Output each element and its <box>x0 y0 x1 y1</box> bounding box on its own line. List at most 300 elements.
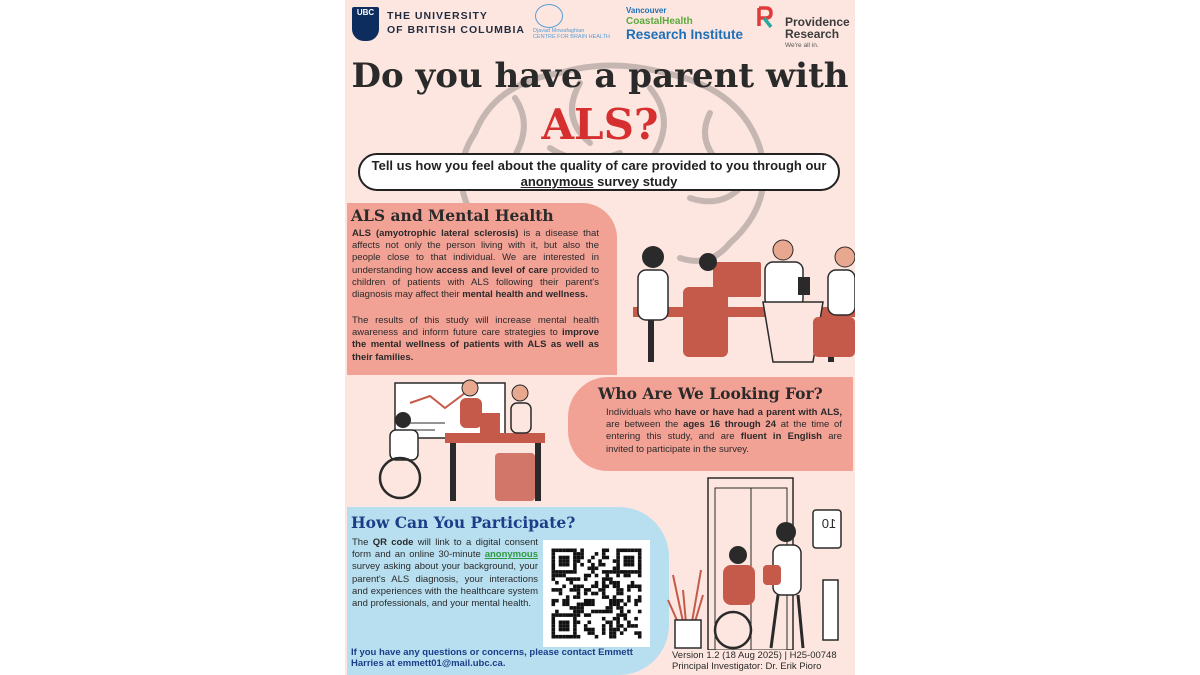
team-meeting-illustration <box>613 232 855 364</box>
qr-module <box>598 563 602 567</box>
qr-module <box>559 563 563 567</box>
qr-module <box>577 606 581 610</box>
qr-module <box>559 574 563 578</box>
text-run: provided to children of patients with ALS following their parent's diagnosis may affect their <box>352 264 599 301</box>
qr-module <box>616 563 620 567</box>
qr-module <box>616 621 620 625</box>
qr-module <box>584 624 588 628</box>
qr-module <box>616 559 620 563</box>
qr-module <box>602 556 606 560</box>
qr-module <box>562 613 566 617</box>
qr-module <box>627 563 631 567</box>
qr-module <box>555 635 559 639</box>
qr-module <box>591 628 595 632</box>
survey-qr-code[interactable] <box>543 540 650 647</box>
qr-module <box>624 570 628 574</box>
qr-module <box>616 624 620 628</box>
poster <box>345 0 855 675</box>
als-mental-health-section <box>347 203 617 375</box>
qr-module <box>573 549 577 553</box>
qr-module <box>595 552 599 556</box>
text-run: improve the mental wellness of patients with ALS as well as their families. <box>352 327 599 363</box>
qr-module <box>573 631 577 635</box>
qr-module <box>602 549 606 553</box>
qr-module <box>624 603 628 607</box>
als-paragraph-2 <box>352 315 599 364</box>
ubc-line-1: THE UNIVERSITY <box>387 10 488 22</box>
qr-module <box>552 574 556 578</box>
qr-module <box>559 621 563 625</box>
qr-module <box>602 610 606 614</box>
qr-module <box>624 617 628 621</box>
qr-module <box>584 628 588 632</box>
qr-module <box>613 631 617 635</box>
qr-module <box>566 577 570 581</box>
qr-module <box>616 549 620 553</box>
qr-module <box>602 628 606 632</box>
qr-module <box>552 613 556 617</box>
qr-module <box>562 556 566 560</box>
qr-module <box>631 570 635 574</box>
qr-module <box>559 635 563 639</box>
qr-module <box>595 585 599 589</box>
qr-module <box>555 613 559 617</box>
qr-module <box>588 628 592 632</box>
qr-module <box>584 599 588 603</box>
qr-module <box>634 585 638 589</box>
qr-module <box>609 606 613 610</box>
qr-module <box>559 556 563 560</box>
qr-module <box>588 631 592 635</box>
qr-module <box>577 559 581 563</box>
qr-module <box>620 613 624 617</box>
qr-module <box>609 577 613 581</box>
qr-module <box>624 574 628 578</box>
qr-module <box>573 613 577 617</box>
qr-module <box>606 549 610 553</box>
qr-module <box>552 556 556 560</box>
qr-module <box>606 556 610 560</box>
text-run: is a disease that affects not only the person living with it, but also the people close to that individual. We are interested in understanding how <box>352 228 599 276</box>
qr-module <box>559 628 563 632</box>
text-run: QR code <box>372 537 414 548</box>
qr-module <box>552 549 556 553</box>
qr-module <box>566 621 570 625</box>
qr-module <box>591 585 595 589</box>
qr-module <box>613 570 617 574</box>
qr-module <box>609 631 613 635</box>
qr-module <box>638 599 642 603</box>
qr-module <box>613 628 617 632</box>
qr-module <box>616 556 620 560</box>
qr-module <box>627 588 631 592</box>
qr-module <box>624 559 628 563</box>
qr-module <box>584 577 588 581</box>
qr-module <box>566 595 570 599</box>
qr-module <box>559 588 563 592</box>
qr-module <box>606 577 610 581</box>
qr-module <box>573 621 577 625</box>
qr-module <box>602 624 606 628</box>
qr-module <box>602 585 606 589</box>
qr-module <box>616 581 620 585</box>
qr-module <box>613 585 617 589</box>
qr-module <box>566 563 570 567</box>
qr-module <box>591 603 595 607</box>
qr-module <box>638 552 642 556</box>
qr-module <box>562 599 566 603</box>
qr-module <box>570 577 574 581</box>
qr-module <box>631 556 635 560</box>
qr-module <box>638 574 642 578</box>
qr-module <box>627 559 631 563</box>
qr-module <box>631 563 635 567</box>
qr-module <box>562 635 566 639</box>
qr-module <box>591 631 595 635</box>
qr-module <box>591 599 595 603</box>
text-run: Individuals who <box>606 407 675 418</box>
qr-module <box>555 570 559 574</box>
qr-module <box>552 567 556 571</box>
qr-module <box>609 603 613 607</box>
qr-module <box>638 631 642 635</box>
qr-module <box>559 549 563 553</box>
qr-module <box>555 588 559 592</box>
qr-module <box>562 574 566 578</box>
qr-module <box>620 592 624 596</box>
qr-module <box>562 563 566 567</box>
who-paragraph <box>606 407 842 456</box>
qr-module <box>577 603 581 607</box>
qr-module <box>634 603 638 607</box>
qr-module <box>602 592 606 596</box>
qr-module <box>552 635 556 639</box>
qr-module <box>591 567 595 571</box>
qr-module <box>634 599 638 603</box>
brain-health-icon <box>535 4 563 28</box>
qr-module <box>552 570 556 574</box>
providence-line-1: Providence <box>785 15 850 29</box>
qr-module <box>638 595 642 599</box>
qr-module <box>613 559 617 563</box>
qr-module <box>602 570 606 574</box>
qr-module <box>555 610 559 614</box>
qr-module <box>631 624 635 628</box>
qr-module <box>606 585 610 589</box>
qr-module <box>591 570 595 574</box>
qr-module <box>620 606 624 610</box>
qr-module <box>634 631 638 635</box>
qr-module <box>616 606 620 610</box>
djavad-line-2: CENTRE FOR BRAIN HEALTH <box>533 34 610 40</box>
qr-module <box>552 624 556 628</box>
version-line: Version 1.2 (18 Aug 2025) | H25-00748 <box>672 650 837 661</box>
qr-module <box>552 563 556 567</box>
qr-module <box>580 585 584 589</box>
qr-module <box>559 613 563 617</box>
qr-module <box>631 549 635 553</box>
pi-line: Principal Investigator: Dr. Erik Pioro <box>672 660 822 672</box>
text-run: anonymous <box>484 549 538 561</box>
text-run: have or have had a parent with ALS, <box>674 407 842 418</box>
qr-module <box>638 588 642 592</box>
qr-module <box>559 624 563 628</box>
qr-module <box>616 567 620 571</box>
qr-module <box>562 621 566 625</box>
qr-module <box>573 617 577 621</box>
qr-module <box>602 588 606 592</box>
qr-module <box>595 574 599 578</box>
qr-module <box>570 570 574 574</box>
qr-module <box>573 606 577 610</box>
qr-module <box>588 599 592 603</box>
qr-module <box>595 635 599 639</box>
qr-module <box>562 570 566 574</box>
text-run: access and level of care <box>436 264 548 276</box>
qr-module <box>566 559 570 563</box>
pill-anonymous: anonymous <box>520 174 594 189</box>
qr-module <box>606 621 610 625</box>
qr-module <box>588 567 592 571</box>
qr-module <box>638 570 642 574</box>
qr-module <box>588 588 592 592</box>
text-run: at the time of entering this study, and are <box>606 419 842 443</box>
qr-module <box>602 552 606 556</box>
qr-module <box>627 570 631 574</box>
qr-module <box>573 624 577 628</box>
qr-module <box>562 624 566 628</box>
qr-module <box>606 574 610 578</box>
providence-logo-icon <box>757 6 773 28</box>
qr-module <box>616 552 620 556</box>
qr-module <box>624 556 628 560</box>
qr-module <box>616 592 620 596</box>
qr-module <box>613 635 617 639</box>
qr-module <box>638 585 642 589</box>
ubc-crest-logo: UBC <box>352 7 379 41</box>
text-run: ALS (amyotrophic lateral sclerosis) <box>352 228 519 239</box>
qr-module <box>573 552 577 556</box>
qr-module <box>573 588 577 592</box>
providence-tagline: We're all in. <box>785 42 819 49</box>
qr-module <box>613 595 617 599</box>
qr-module <box>555 599 559 603</box>
vch-line-3: Research Institute <box>626 27 744 42</box>
qr-module <box>602 595 606 599</box>
qr-module <box>631 559 635 563</box>
qr-module <box>562 585 566 589</box>
qr-module <box>627 549 631 553</box>
qr-module <box>566 556 570 560</box>
qr-module <box>552 628 556 632</box>
qr-module <box>566 570 570 574</box>
qr-module <box>613 603 617 607</box>
qr-module <box>627 610 631 614</box>
qr-module <box>613 567 617 571</box>
qr-module <box>616 613 620 617</box>
qr-module <box>577 610 581 614</box>
qr-module <box>588 603 592 607</box>
qr-module <box>627 624 631 628</box>
qr-module <box>573 635 577 639</box>
qr-module <box>573 577 577 581</box>
qr-module <box>573 595 577 599</box>
qr-module <box>591 556 595 560</box>
qr-module <box>552 599 556 603</box>
qr-module <box>566 628 570 632</box>
qr-module <box>591 563 595 567</box>
qr-module <box>562 559 566 563</box>
providence-wordmark <box>785 16 850 40</box>
qr-module <box>577 556 581 560</box>
qr-module <box>609 621 613 625</box>
qr-module <box>570 606 574 610</box>
qr-module <box>552 559 556 563</box>
qr-module <box>638 610 642 614</box>
text-run: mental health and wellness. <box>462 289 588 301</box>
ubc-wordmark <box>387 9 525 37</box>
qr-module <box>580 549 584 553</box>
qr-module <box>573 570 577 574</box>
qr-module <box>580 610 584 614</box>
how-paragraph <box>352 537 538 610</box>
headline-als: ALS? <box>541 100 659 149</box>
qr-module <box>616 585 620 589</box>
qr-module <box>627 599 631 603</box>
qr-module <box>620 549 624 553</box>
qr-module <box>627 585 631 589</box>
qr-module <box>573 628 577 632</box>
qr-module <box>552 621 556 625</box>
pill-text-2: survey study <box>593 174 678 189</box>
qr-module <box>577 613 581 617</box>
qr-module <box>552 588 556 592</box>
qr-module <box>616 628 620 632</box>
qr-module <box>566 599 570 603</box>
qr-module <box>566 613 570 617</box>
qr-module <box>573 563 577 567</box>
qr-module <box>552 577 556 581</box>
qr-module <box>577 592 581 596</box>
qr-module <box>580 603 584 607</box>
text-run: The results of this study will increase mental health awareness and inform future care strategies to <box>352 315 599 339</box>
elevator-floor-sign: 10 <box>821 516 837 531</box>
qr-module <box>566 624 570 628</box>
text-run: The <box>352 537 373 548</box>
qr-module <box>555 549 559 553</box>
qr-module <box>638 635 642 639</box>
qr-module <box>566 603 570 607</box>
als-section-title: ALS and Mental Health <box>351 206 554 225</box>
qr-module <box>559 570 563 574</box>
how-section-title: How Can You Participate? <box>351 513 576 532</box>
vch-line-1: Vancouver <box>626 6 667 15</box>
qr-module <box>620 624 624 628</box>
qr-module <box>609 599 613 603</box>
qr-module <box>573 585 577 589</box>
text-run: are invited to participate in the survey. <box>606 431 842 455</box>
qr-module <box>620 588 624 592</box>
qr-module <box>606 610 610 614</box>
qr-module <box>595 567 599 571</box>
qr-module <box>602 617 606 621</box>
qr-module <box>566 549 570 553</box>
qr-module <box>559 559 563 563</box>
qr-module <box>627 556 631 560</box>
qr-module <box>638 567 642 571</box>
text-run: are between the <box>606 419 684 431</box>
qr-module <box>631 581 635 585</box>
qr-module <box>577 588 581 592</box>
qr-module <box>577 621 581 625</box>
qr-module <box>620 631 624 635</box>
qr-module <box>584 588 588 592</box>
qr-module <box>602 631 606 635</box>
qr-module <box>620 599 624 603</box>
qr-module <box>573 559 577 563</box>
djavad-wordmark <box>533 28 613 40</box>
qr-module <box>613 581 617 585</box>
qr-module <box>598 559 602 563</box>
text-run: survey asking about your background, your parent's ALS diagnosis, your interactions and experiences with the healthcare system and professionals, and your mental health. <box>352 561 538 610</box>
qr-module <box>606 606 610 610</box>
qr-module <box>584 592 588 596</box>
qr-module <box>624 549 628 553</box>
qr-module <box>552 552 556 556</box>
qr-module <box>616 599 620 603</box>
qr-module <box>577 577 581 581</box>
qr-module <box>573 556 577 560</box>
qr-module <box>562 603 566 607</box>
qr-module <box>606 570 610 574</box>
qr-module <box>638 559 642 563</box>
qr-module <box>631 585 635 589</box>
qr-module <box>566 635 570 639</box>
qr-module <box>613 617 617 621</box>
providence-line-2: Research <box>785 27 840 41</box>
qr-module <box>555 581 559 585</box>
qr-module <box>580 556 584 560</box>
qr-module <box>570 581 574 585</box>
qr-module <box>552 603 556 607</box>
qr-module <box>616 603 620 607</box>
qr-module <box>562 628 566 632</box>
als-paragraph-1 <box>352 228 599 301</box>
qr-module <box>584 613 588 617</box>
qr-module <box>602 577 606 581</box>
qr-module <box>638 563 642 567</box>
qr-module <box>609 581 613 585</box>
qr-module <box>577 635 581 639</box>
qr-module <box>620 570 624 574</box>
qr-module <box>595 592 599 596</box>
qr-module <box>555 574 559 578</box>
qr-module <box>624 628 628 632</box>
qr-module <box>562 549 566 553</box>
text-run: ages 16 through 24 <box>683 419 776 431</box>
qr-module <box>616 617 620 621</box>
qr-module <box>634 617 638 621</box>
qr-module <box>591 592 595 596</box>
pill-text-1: Tell us how you feel about the quality of care provided to you through our <box>371 158 827 173</box>
qr-module <box>613 599 617 603</box>
qr-module <box>595 610 599 614</box>
text-run: will link to a digital consent form and an online 30-minute <box>352 537 539 561</box>
qr-module <box>588 621 592 625</box>
office-illustration <box>375 378 575 506</box>
qr-module <box>616 570 620 574</box>
qr-module <box>573 610 577 614</box>
